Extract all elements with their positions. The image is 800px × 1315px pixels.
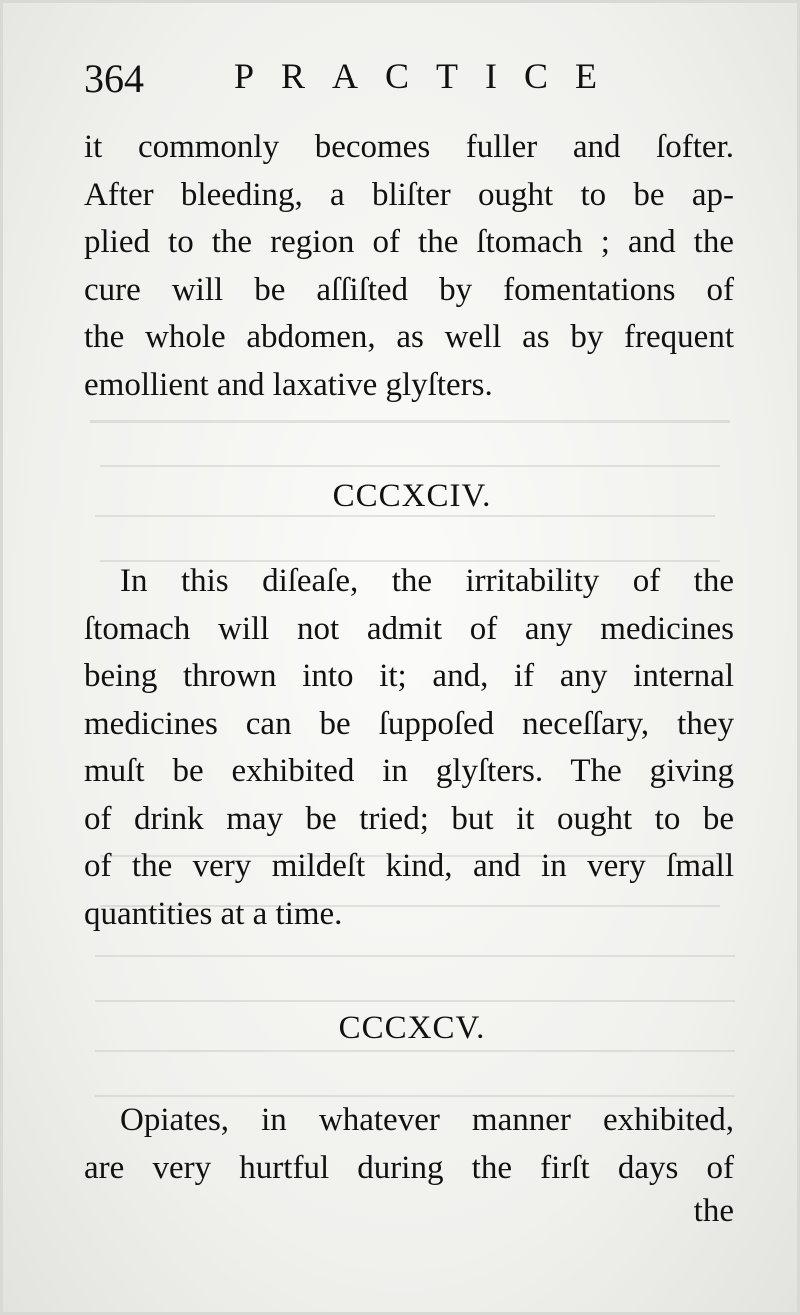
- text-line: emollient and laxative glyſters.: [84, 366, 493, 403]
- text-line: the whole abdomen, as well as by frequent: [84, 319, 734, 355]
- text-line: it commonly becomes fuller and ſofter.: [84, 129, 734, 165]
- paragraph-3: [84, 1097, 734, 1192]
- text-line: being thrown into it; and, if any internal: [84, 658, 734, 694]
- text-line: Opiates, in whatever manner exhibited,: [120, 1102, 734, 1138]
- paragraph-1: [84, 124, 734, 409]
- text-line: of the very mildeſt kind, and in very ſmall: [84, 848, 734, 884]
- page-header: [84, 55, 734, 105]
- text-line: muſt be exhibited in glyſters. The giving: [84, 753, 734, 789]
- text-line: quantities at a time.: [84, 895, 343, 932]
- catchword: the: [693, 1193, 734, 1229]
- text-line: plied to the region of the ſtomach ; and the: [84, 224, 734, 260]
- paragraph-2: [84, 558, 734, 938]
- running-head: PRACTICE: [234, 56, 625, 96]
- section-heading-cccxcv: CCCXCV.: [338, 1010, 486, 1046]
- text-line: ſtomach will not admit of any medicines: [84, 610, 734, 647]
- text-line: In this diſeaſe, the irritability of the: [120, 563, 734, 599]
- section-heading-cccxciv: CCCXCIV.: [332, 478, 492, 514]
- text-line: are very hurtful during the firſt days of: [84, 1149, 734, 1186]
- text-line: of drink may be tried; but it ought to be: [84, 800, 734, 837]
- text-line: cure will be aſſiſted by fomentations of: [84, 271, 734, 308]
- page-number: 364: [84, 56, 144, 101]
- text-line: After bleeding, a bliſter ought to be ap-: [84, 176, 734, 213]
- text-line: medicines can be ſuppoſed neceſſary, they: [84, 705, 734, 742]
